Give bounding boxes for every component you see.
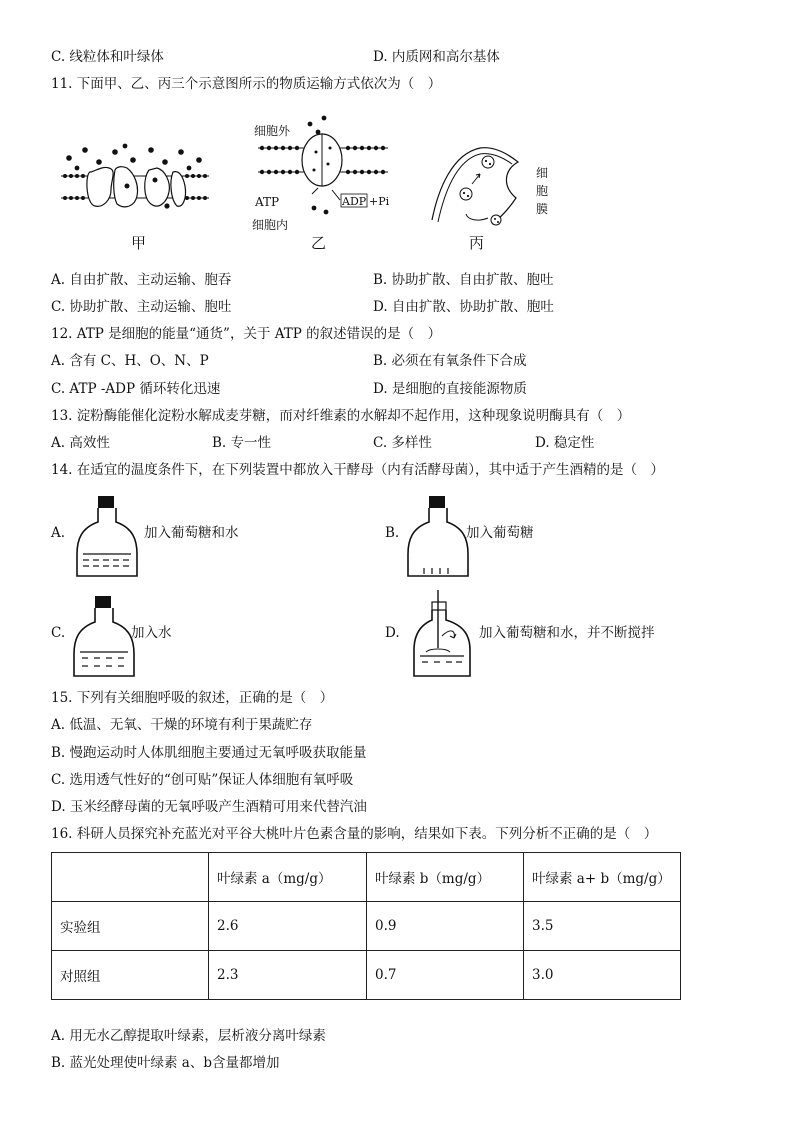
q15-option-d: D. 玉米经酵母菌的无氧呼吸产生酒精可用来代替汽油	[51, 799, 367, 815]
flask-a-sealed-glucose-water	[75, 494, 139, 580]
table-cell: 0.7	[367, 951, 524, 1000]
q11-option-b: B. 协助扩散、自由扩散、胞吐	[373, 272, 554, 288]
table-cell: 3.0	[524, 951, 681, 1000]
q12-stem: 12. ATP 是细胞的能量“通货”，关于 ATP 的叙述错误的是（ ）	[51, 326, 442, 342]
q11-stem: 11. 下面甲、乙、丙三个示意图所示的物质运输方式依次为（ ）	[51, 76, 442, 92]
q12-option-d: D. 是细胞的直接能源物质	[373, 381, 527, 397]
table-header-cell: 叶绿素 a+ b（mg/g）	[524, 853, 681, 902]
q11-option-a: A. 自由扩散、主动运输、胞吞	[51, 272, 232, 288]
q10-option-c: C. 线粒体和叶绿体	[51, 49, 164, 65]
figure-cell-inside: 细胞内	[252, 218, 289, 232]
flask-c-sealed-water	[72, 594, 136, 680]
q13-option-c: C. 多样性	[373, 435, 432, 451]
q15-option-b: B. 慢跑运动时人体肌细胞主要通过无氧呼吸获取能量	[51, 745, 367, 761]
figure-membrane-char-3: 膜	[536, 202, 549, 216]
table-cell: 0.9	[367, 902, 524, 951]
figure-membrane-char-1: 细	[536, 166, 549, 180]
table-header-cell: 叶绿素 a（mg/g）	[209, 853, 367, 902]
q11-option-c: C. 协助扩散、主动运输、胞吐	[51, 299, 232, 315]
q13-option-a: A. 高效性	[51, 435, 110, 451]
q10-option-d: D. 内质网和高尔基体	[373, 49, 500, 65]
figure-cell-outside: 细胞外	[254, 124, 291, 138]
q14-option-a-letter: A.	[51, 525, 66, 541]
figure-label-bing: 丙	[469, 234, 485, 252]
q14-option-c-letter: C.	[51, 625, 66, 641]
chlorophyll-table	[51, 852, 681, 1000]
q14-option-d-letter: D.	[385, 625, 400, 641]
table-cell: 实验组	[52, 902, 209, 951]
figure-pi-label: +Pi	[369, 195, 390, 208]
q12-option-a: A. 含有 C、H、O、N、P	[51, 353, 209, 369]
figure-membrane-char-2: 胞	[536, 184, 549, 198]
q15-option-c: C. 选用透气性好的“创可贴”保证人体细胞有氧呼吸	[51, 772, 354, 788]
q14-option-c-text: 加入水	[131, 625, 172, 641]
figure-label-jia: 甲	[131, 234, 147, 252]
flask-b-sealed-glucose	[406, 494, 470, 580]
figure-bing-exocytosis	[428, 140, 528, 230]
q12-option-c: C. ATP -ADP 循环转化迅速	[51, 381, 221, 397]
q16-option-a: A. 用无水乙醇提取叶绿素，层析液分离叶绿素	[51, 1028, 326, 1044]
q14-option-d-text: 加入葡萄糖和水，并不断搅拌	[479, 625, 655, 641]
q13-option-b: B. 专一性	[212, 435, 272, 451]
figure-jia-membrane	[55, 140, 215, 220]
q16-stem: 16. 科研人员探究补充蓝光对平谷大桃叶片色素含量的影响，结果如下表。下列分析不正确的是（ ）	[51, 826, 658, 842]
q13-stem: 13. 淀粉酶能催化淀粉水解成麦芽糖，而对纤维素的水解却不起作用，这种现象说明酶具有（ ）	[51, 408, 631, 424]
table-cell: 2.3	[209, 951, 367, 1000]
table-header-cell	[52, 853, 209, 902]
figure-atp-label: ATP	[255, 195, 280, 209]
table-cell: 2.6	[209, 902, 367, 951]
q16-option-b: B. 蓝光处理使叶绿素 a、b含量都增加	[51, 1055, 280, 1071]
q15-option-a: A. 低温、无氧、干燥的环境有利于果蔬贮存	[51, 717, 313, 733]
q14-option-a-text: 加入葡萄糖和水	[144, 525, 239, 541]
table-row	[52, 951, 681, 1000]
table-cell: 3.5	[524, 902, 681, 951]
q14-option-b-letter: B.	[385, 525, 400, 541]
q15-stem: 15. 下列有关细胞呼吸的叙述，正确的是（ ）	[51, 690, 334, 706]
figure-adp-label: ADP	[342, 195, 367, 208]
figure-label-yi: 乙	[311, 234, 327, 252]
q11-option-d: D. 自由扩散、协助扩散、胞吐	[373, 299, 554, 315]
q13-option-d: D. 稳定性	[535, 435, 595, 451]
table-row	[52, 902, 681, 951]
q14-option-b-text: 加入葡萄糖	[466, 525, 534, 541]
q14-stem: 14. 在适宜的温度条件下，在下列装置中都放入干酵母（内有活酵母菌），其中适于产生酒精的是（ ）	[51, 462, 665, 478]
table-header-row	[52, 853, 681, 902]
table-header-cell: 叶绿素 b（mg/g）	[367, 853, 524, 902]
table-cell: 对照组	[52, 951, 209, 1000]
flask-d-stirred-glucose-water	[412, 588, 472, 680]
q12-option-b: B. 必须在有氧条件下合成	[373, 353, 527, 369]
